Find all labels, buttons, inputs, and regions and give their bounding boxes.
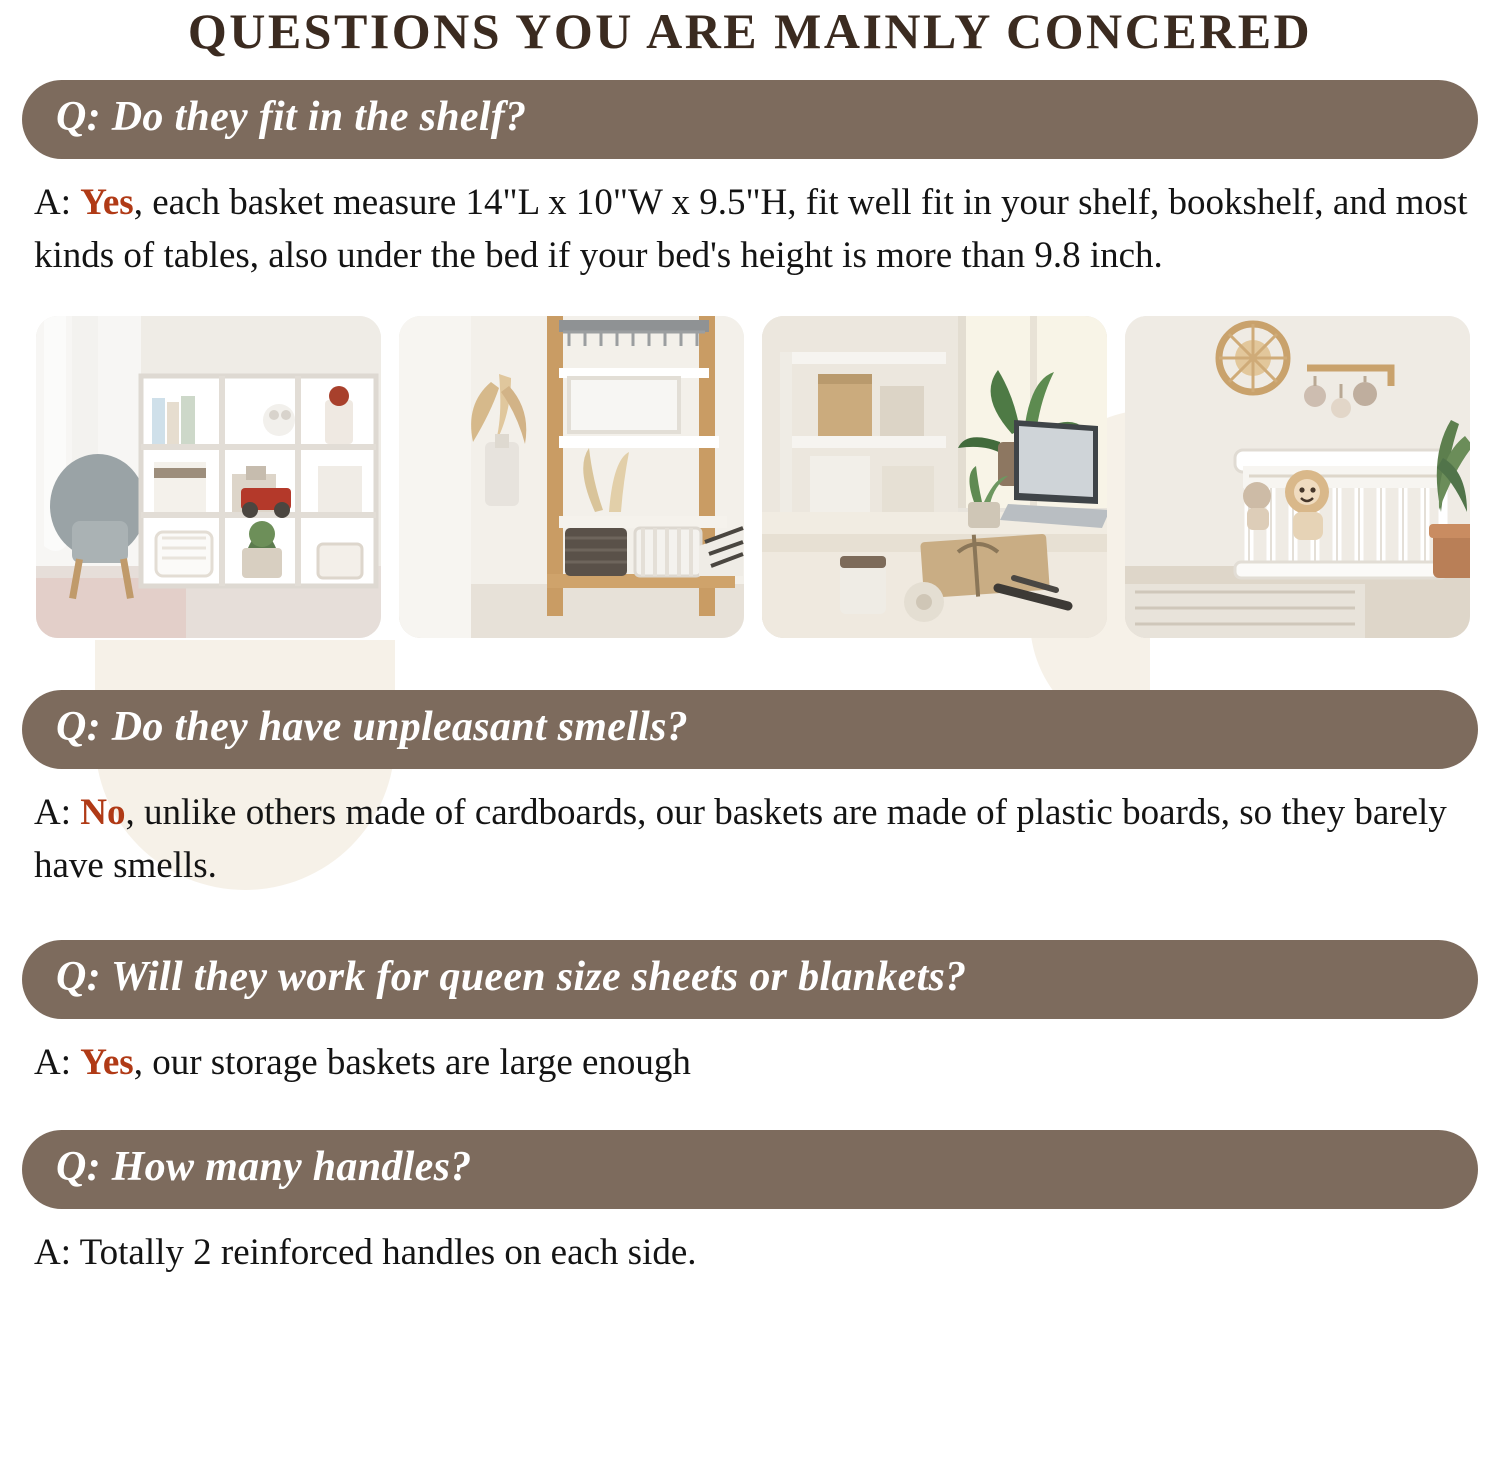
faq-answer-1 xyxy=(34,177,1478,282)
faq-answer-2 xyxy=(34,787,1478,892)
faq-answer-4-rest: Totally 2 reinforced handles on each side. xyxy=(79,1231,697,1273)
faq-answer-3-prefix: A: xyxy=(34,1042,81,1084)
faq-answer-2-rest: , unlike others made of cardboards, our baskets are made of plastic boards, so they barely have smells. xyxy=(34,792,1447,886)
spacer-3 xyxy=(22,1090,1478,1130)
faq-answer-1-prefix: A: xyxy=(34,182,81,224)
faq-question-2: Q: Do they have unpleasant smells? xyxy=(22,690,1478,769)
photo-wooden-shelf-baskets xyxy=(399,316,744,638)
faq-answer-4 xyxy=(34,1227,1478,1280)
faq-answer-2-prefix: A: xyxy=(34,792,81,834)
photo-white-cube-shelf xyxy=(36,316,381,638)
faq-answer-2-highlight: No xyxy=(80,792,126,834)
spacer-1 xyxy=(22,668,1478,690)
faq-answer-4-prefix: A: xyxy=(34,1231,80,1273)
photo-home-office-desk xyxy=(762,316,1107,638)
faq-question-3: Q: Will they work for queen size sheets or blankets? xyxy=(22,940,1478,1019)
photo-nursery-crib xyxy=(1125,316,1470,638)
faq-answer-1-highlight: Yes xyxy=(80,182,134,224)
faq-answer-3 xyxy=(34,1037,1478,1090)
faq-answer-3-rest: , our storage baskets are large enough xyxy=(133,1042,691,1084)
spacer-2 xyxy=(22,892,1478,940)
faq-answer-3-highlight: Yes xyxy=(80,1042,134,1084)
photo-gallery xyxy=(36,316,1478,638)
page-title: QUESTIONS YOU ARE MAINLY CONCERED xyxy=(187,3,1313,59)
faq-answer-1-rest: , each basket measure 14"L x 10"W x 9.5"H, fit well fit in your shelf, bookshelf, and most kinds of tables, also under the bed if your bed's height is more than 9.8 inch. xyxy=(34,182,1468,276)
faq-question-4: Q: How many handles? xyxy=(22,1130,1478,1209)
faq-question-1: Q: Do they fit in the shelf? xyxy=(22,80,1478,159)
